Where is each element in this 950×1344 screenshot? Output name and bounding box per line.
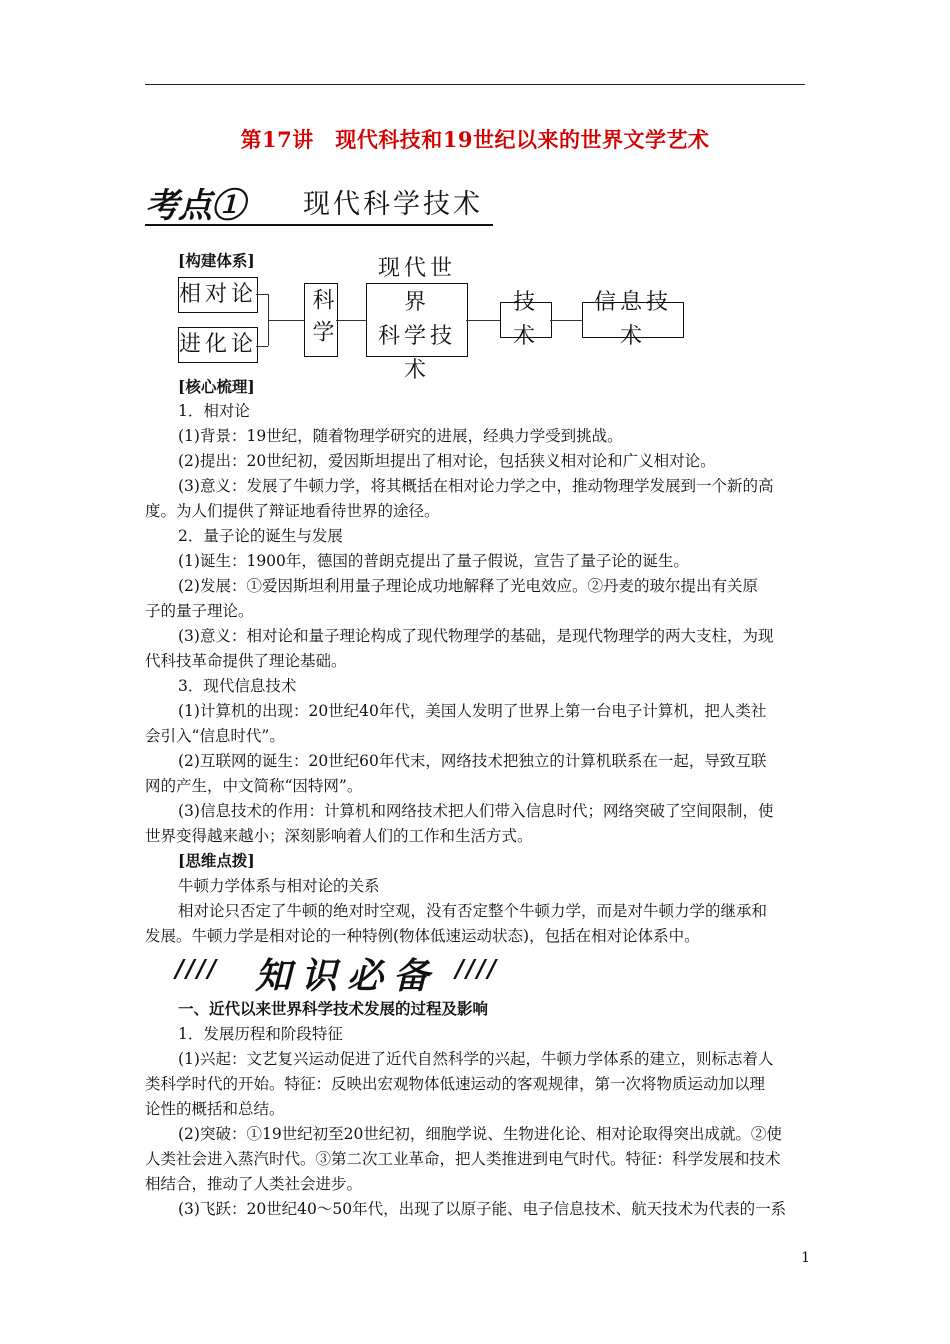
text-line: 发展。牛顿力学是相对论的一种特例(物体低速运动状态)，包括在相对论体系中。: [145, 927, 700, 945]
text-line: 1．相对论: [178, 402, 250, 420]
text-line: 相对论只否定了牛顿的绝对时空观，没有否定整个牛顿力学，而是对牛顿力学的继承和: [178, 902, 768, 920]
section-label-thinking: [思维点拨]: [178, 851, 255, 870]
text-line: (2)发展：①爱因斯坦利用量子理论成功地解释了光电效应。②丹麦的玻尔提出有关原: [178, 577, 758, 595]
text-line: (1)兴起：文艺复兴运动促进了近代自然科学的兴起，牛顿力学体系的建立，则标志着人: [178, 1050, 774, 1068]
topic-label: 考点①: [145, 186, 244, 226]
text-line: (1)背景：19世纪，随着物理学研究的进展，经典力学受到挑战。: [178, 427, 623, 445]
knowledge-heading: 一、近代以来世界科学技术发展的过程及影响: [178, 999, 489, 1018]
connector: [336, 320, 366, 321]
text-line: 度。为人们提供了辩证地看待世界的途径。: [145, 502, 440, 520]
section-label-core: [核心梳理]: [178, 377, 255, 396]
text-line: 代科技革命提供了理论基础。: [145, 652, 347, 670]
text-line: (1)诞生：1900年，德国的普朗克提出了量子假说，宣告了量子论的诞生。: [178, 552, 689, 570]
banner-slashes-right: ////: [455, 954, 499, 983]
connector: [466, 320, 500, 321]
banner-title: 知识必备: [255, 955, 440, 997]
text-line: 子的量子理论。: [145, 602, 254, 620]
knowledge-banner: [175, 948, 520, 997]
text-line: 世界变得越来越小；深刻影响着人们的工作和生活方式。: [145, 827, 533, 845]
text-line: (3)意义：发展了牛顿力学，将其概括在相对论力学之中，推动物理学发展到一个新的高: [178, 477, 774, 495]
box-technology: 技术: [500, 302, 552, 338]
box-science: 科学: [304, 283, 338, 357]
text-line: 3．现代信息技术: [178, 677, 297, 695]
box-modern-sci-tech: [366, 256, 468, 383]
header-rule: [145, 84, 805, 85]
topic-underline: [145, 224, 493, 226]
box-modern-sci-tech-line1: 现代世界: [377, 256, 456, 315]
text-line: 会引入“信息时代”。: [145, 727, 285, 745]
section-label-structure: [构建体系]: [178, 251, 255, 270]
text-line: (3)飞跃：20世纪40～50年代，出现了以原子能、电子信息技术、航天技术为代表的一系: [178, 1200, 787, 1218]
text-line: 2．量子论的诞生与发展: [178, 527, 343, 545]
connector: [550, 320, 582, 321]
text-line: 网的产生，中文简称“因特网”。: [145, 777, 363, 795]
text-line: 相结合，推动了人类社会进步。: [145, 1175, 363, 1193]
box-relativity: 相对论: [178, 277, 258, 313]
text-line: 论性的概括和总结。: [145, 1100, 285, 1118]
text-line: (2)突破：①19世纪初至20世纪初，细胞学说、生物进化论、相对论取得突出成就。②使: [178, 1125, 782, 1143]
box-modern-sci-tech-line2: 科学技术: [377, 324, 456, 383]
text-line: 类科学时代的开始。特征：反映出宏观物体低速运动的客观规律，第一次将物质运动加以理: [145, 1075, 766, 1093]
banner-slashes-left: ////: [175, 954, 219, 983]
box-evolution: 进化论: [178, 327, 258, 363]
text-line: 牛顿力学体系与相对论的关系: [178, 877, 380, 895]
connector: [268, 320, 304, 321]
text-line: 1．发展历程和阶段特征: [178, 1025, 343, 1043]
topic-heading: [145, 176, 495, 226]
text-line: (2)提出：20世纪初，爱因斯坦提出了相对论，包括狭义相对论和广义相对论。: [178, 452, 716, 470]
text-line: (3)意义：相对论和量子理论构成了现代物理学的基础，是现代物理学的两大支柱，为现: [178, 627, 774, 645]
text-line: 人类社会进入蒸汽时代。③第二次工业革命，把人类推进到电气时代。特征：科学发展和技术: [145, 1150, 781, 1168]
text-line: (2)互联网的诞生：20世纪60年代末，网络技术把独立的计算机联系在一起，导致互联: [178, 752, 767, 770]
box-info-tech: 信息技术: [582, 302, 684, 338]
connector: [256, 346, 268, 347]
topic-title: 现代科学技术: [303, 189, 483, 220]
text-line: (3)信息技术的作用：计算机和网络技术把人们带入信息时代；网络突破了空间限制，使: [178, 802, 774, 820]
lesson-title: 第17讲 现代科技和19世纪以来的世界文学艺术: [240, 127, 710, 152]
connector: [256, 294, 268, 295]
text-line: (1)计算机的出现：20世纪40年代，美国人发明了世界上第一台电子计算机，把人类社: [178, 702, 767, 720]
page-number: 1: [801, 1250, 810, 1266]
